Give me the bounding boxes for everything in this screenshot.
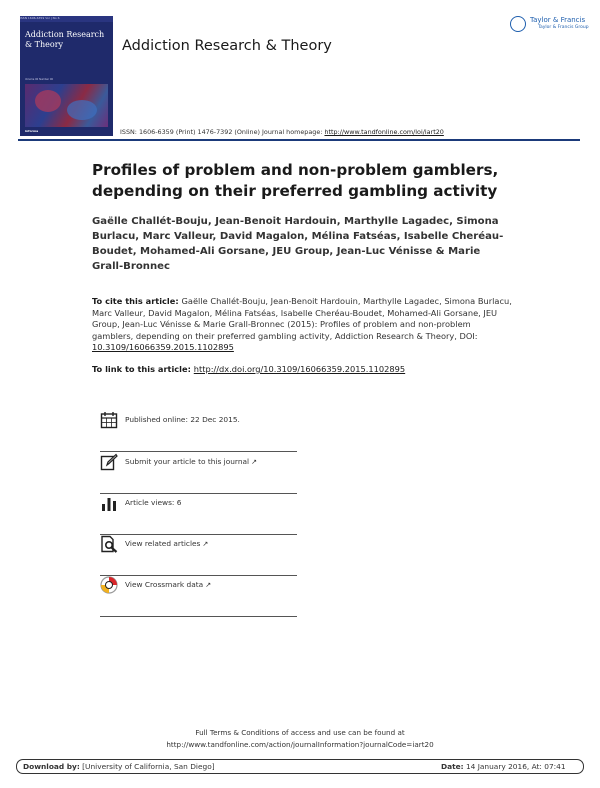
related-row[interactable] <box>100 535 297 576</box>
bar-chart-icon <box>100 494 118 512</box>
submit-article-link[interactable] <box>125 457 257 466</box>
submit-label: Submit your article to this journal <box>125 457 250 466</box>
crossmark-link[interactable] <box>125 580 211 589</box>
permalink-line <box>92 364 405 374</box>
publisher-logo-name: Taylor & Francis <box>530 16 586 24</box>
journal-cover <box>20 16 113 136</box>
article-views: Article views: 6 <box>125 498 182 507</box>
cite-label: To cite this article: <box>92 296 182 306</box>
publisher-logo[interactable] <box>510 15 588 41</box>
external-link-icon: ↗ <box>251 458 257 466</box>
article-authors: Gaëlle Challét-Bouju, Jean-Benoit Hardouin, Marthylle Lagadec, Simona Burlacu, Marc Valleur, David Magalon, Mélina Fatséas, Isabelle Cheréau-Boudet, Mohamed-Ali Gorsane, JEU Group, Jean-Luc Vénisse & Marie Grall-Bronnec <box>92 216 504 272</box>
downloaded-value: [University of California, San Diego] <box>79 762 215 771</box>
journal-name: Addiction Research & Theory <box>122 38 332 54</box>
article-title: Profiles of problem and non-problem gamblers, depending on their preferred gambling activity <box>92 161 499 200</box>
cover-title: Addiction Research & Theory <box>25 30 105 49</box>
cover-topline: ISSN 1606-6359 Vol | No 6 <box>20 16 113 22</box>
crossmark-icon <box>100 576 118 594</box>
download-info-bar <box>16 759 584 774</box>
submit-row[interactable] <box>100 453 297 494</box>
published-date: Published online: 22 Dec 2015. <box>125 415 240 424</box>
cite-text: Gaëlle Challét-Bouju, Jean-Benoit Hardouin, Marthylle Lagadec, Simona Burlacu, Marc Valleur, David Magalon, Mélina Fatséas, Isabelle Cheréau-Boudet, Mohamed-Ali Gorsane, JEU Group, Jean-Luc Vénisse & Marie Grall-Bronnec (2015): Profiles of problem and non-problem gamblers, depending on their preferred gambling activity, Addiction Research & Theory, DOI: <box>92 296 512 341</box>
published-row <box>100 411 297 452</box>
search-document-icon <box>100 535 118 553</box>
cover-subtitle: Volume 00 Number 00 <box>25 78 54 81</box>
cover-art-shape <box>35 90 61 112</box>
doi-link[interactable]: 10.3109/16066359.2015.1102895 <box>92 342 234 353</box>
downloaded-by <box>23 762 215 771</box>
views-row <box>100 494 297 535</box>
terms-line: Full Terms & Conditions of access and use can be found at <box>195 728 405 737</box>
related-label: View related articles <box>125 539 201 548</box>
journal-homepage-link[interactable]: http://www.tandfonline.com/loi/iart20 <box>324 128 444 136</box>
publisher-logo-icon <box>510 16 526 32</box>
related-articles-link[interactable] <box>125 539 208 548</box>
terms-url[interactable]: http://www.tandfonline.com/action/journalInformation?journalCode=iart20 <box>166 739 434 749</box>
terms-notice <box>0 727 600 750</box>
article-permalink[interactable]: http://dx.doi.org/10.3109/16066359.2015.1102895 <box>193 364 406 374</box>
issn-line <box>120 128 444 136</box>
date-label: Date: <box>441 762 464 771</box>
date-value: 14 January 2016, At: 07:41 <box>463 762 566 771</box>
download-date <box>441 762 566 771</box>
external-link-icon: ↗ <box>205 581 212 589</box>
crossmark-row[interactable] <box>100 576 297 617</box>
downloaded-label: Download by: <box>23 762 80 771</box>
link-label: To link to this article: <box>92 364 194 374</box>
publisher-logo-group: Taylor & Francis Group <box>538 25 589 30</box>
row-divider <box>100 616 297 617</box>
cover-art-shape <box>67 100 97 120</box>
cover-artwork <box>25 84 108 127</box>
issn-text: ISSN: 1606-6359 (Print) 1476-7392 (Online) Journal homepage: <box>120 128 325 136</box>
cover-publisher: informa <box>25 129 39 133</box>
calendar-icon <box>100 411 118 429</box>
citation-block <box>92 296 512 354</box>
row-divider <box>100 451 297 452</box>
header-divider <box>18 139 580 141</box>
crossmark-label: View Crossmark data <box>125 580 204 589</box>
edit-icon <box>100 453 118 471</box>
external-link-icon: ↗ <box>202 540 209 548</box>
